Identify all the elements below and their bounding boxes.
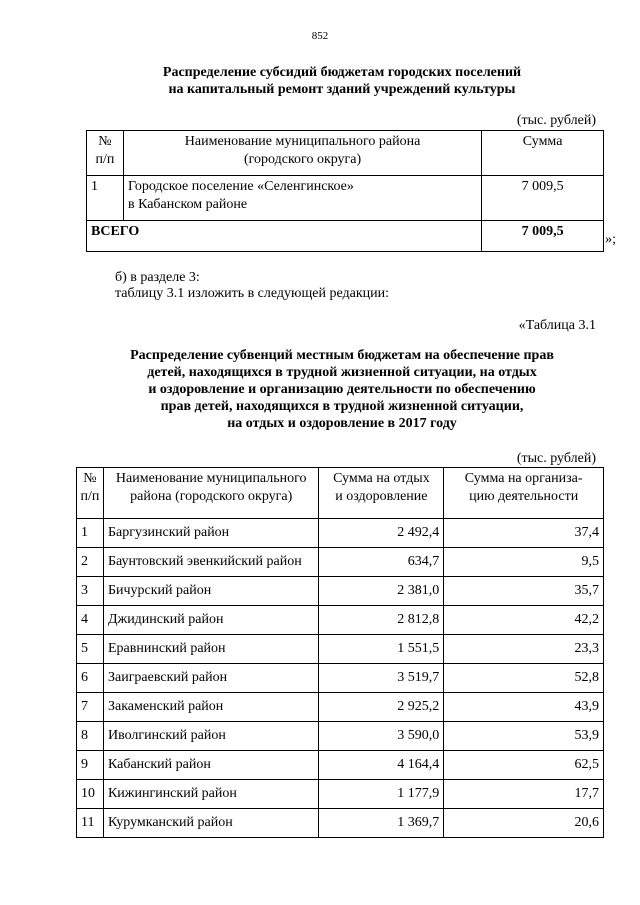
row-org: 52,8 [444,664,604,693]
row-rest: 1 551,5 [319,635,444,664]
table-reference: «Таблица 3.1 [518,318,596,333]
row-org: 9,5 [444,548,604,577]
row-name: Еравнинский район [103,635,319,664]
section1-unit: (тыс. рублей) [516,113,596,128]
table-row [87,176,604,221]
table-row [77,577,604,606]
section2-title [22,347,640,432]
row-num: 7 [77,693,104,722]
section2-title-line: Распределение субвенций местным бюджетам на обеспечение прав [130,348,554,363]
row-rest: 2 812,8 [319,606,444,635]
row-num: 4 [77,606,104,635]
row-org: 53,9 [444,722,604,751]
header-num-line2: п/п [80,489,100,504]
header-sum: Сумма [482,131,604,176]
row-num: 1 [87,176,124,221]
row-name: Кабанский район [103,751,319,780]
row-rest: 2 925,2 [319,693,444,722]
table-row [77,693,604,722]
header-org-line2: цию деятельности [469,489,579,504]
row-rest: 1 177,9 [319,780,444,809]
row-name: Закаменский район [103,693,319,722]
table-row [77,606,604,635]
page-number: 852 [311,30,329,42]
section1-title [22,64,640,98]
table-row [77,519,604,548]
row-org: 20,6 [444,809,604,838]
row-name: Баунтовский эвенкийский район [103,548,319,577]
table-row [77,751,604,780]
row-rest: 4 164,4 [319,751,444,780]
row-org: 62,5 [444,751,604,780]
row-num: 6 [77,664,104,693]
row-name: Бичурский район [103,577,319,606]
header-name-line2: (городского округа) [243,152,362,167]
header-name [103,468,319,519]
header-num-line1: № [98,134,112,149]
total-row [87,221,604,252]
row-org: 37,4 [444,519,604,548]
row-org: 35,7 [444,577,604,606]
row-num: 3 [77,577,104,606]
row-name: Баргузинский район [103,519,319,548]
row-num: 11 [77,809,104,838]
table-row [77,722,604,751]
row-num: 8 [77,722,104,751]
section2-title-line: на отдых и оздоровление в 2017 году [227,416,457,431]
row-name-line2: в Кабанском районе [127,197,248,212]
section2-title-line: прав детей, находящихся в трудной жизненной ситуации, [160,399,524,414]
subvention-table [76,467,604,838]
section2-title-line: и оздоровление и организацию деятельности по обеспечению [148,382,536,397]
total-value: 7 009,5 [482,221,604,252]
row-sum: 7 009,5 [482,176,604,221]
row-rest: 1 369,7 [319,809,444,838]
row-name: Кижингинский район [103,780,319,809]
row-num: 5 [77,635,104,664]
header-rest-sum [319,468,444,519]
section2-unit: (тыс. рублей) [516,451,596,466]
row-org: 17,7 [444,780,604,809]
header-name-line1: Наименование муниципального района [184,134,421,149]
row-org: 23,3 [444,635,604,664]
section1-title-line2: на капитальный ремонт зданий учреждений культуры [168,82,516,97]
table-row [77,780,604,809]
paragraph-line1: б) в разделе 3: [115,270,200,285]
row-rest: 2 492,4 [319,519,444,548]
subsidy-table-header [87,131,604,176]
row-name: Заиграевский район [103,664,319,693]
header-rest-line1: Сумма на отдых [333,471,430,486]
section1-title-line1: Распределение субсидий бюджетам городских поселений [162,65,522,80]
header-num-line2: п/п [95,152,115,167]
header-name-line1: Наименование муниципального [115,471,307,486]
row-num: 10 [77,780,104,809]
row-org: 43,9 [444,693,604,722]
table-row [77,809,604,838]
header-name-line2: района (городского округа) [130,489,293,504]
row-name: Курумканский район [103,809,319,838]
header-num [77,468,104,519]
header-name [123,131,481,176]
row-num: 9 [77,751,104,780]
row-rest: 3 519,7 [319,664,444,693]
row-rest: 2 381,0 [319,577,444,606]
row-rest: 634,7 [319,548,444,577]
subsidy-table [86,130,604,252]
header-num-line1: № [83,471,97,486]
row-org: 42,2 [444,606,604,635]
row-name: Джидинский район [103,606,319,635]
subvention-table-header [77,468,604,519]
row-num: 2 [77,548,104,577]
row-name: Иволгинский район [103,722,319,751]
row-rest: 3 590,0 [319,722,444,751]
total-label: ВСЕГО [87,221,482,252]
paragraph-line2: таблицу 3.1 изложить в следующей редакции: [115,286,390,301]
row-name-line1: Городское поселение «Селенгинское» [127,179,354,194]
header-org-sum [444,468,604,519]
table-row [77,548,604,577]
table-row [77,635,604,664]
row-num: 1 [77,519,104,548]
header-org-line1: Сумма на организа- [464,471,583,486]
row-name [123,176,481,221]
section2-title-line: детей, находящихся в трудной жизненной ситуации, на отдых [147,365,537,380]
end-quote-mark: »; [605,232,616,247]
header-rest-line2: и оздоровление [335,489,428,504]
table-row [77,664,604,693]
header-num [87,131,124,176]
